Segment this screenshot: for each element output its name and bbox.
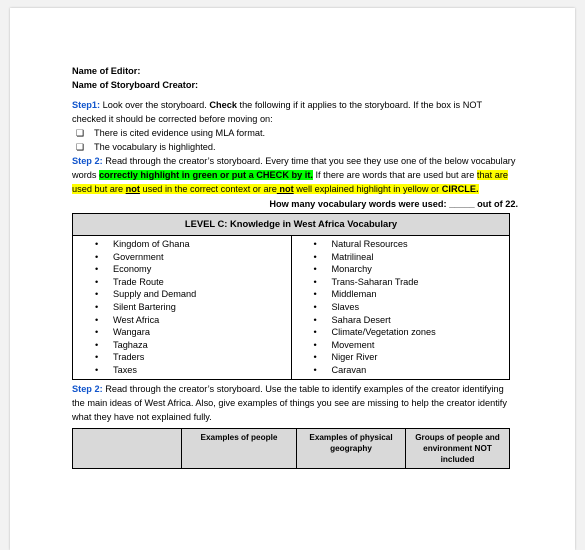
list-item xyxy=(292,339,510,352)
not-word: not xyxy=(125,184,140,194)
bullet-icon: • xyxy=(313,276,317,287)
vocab-term: Kingdom of Ghana xyxy=(113,239,190,249)
bullet-icon: • xyxy=(95,289,99,300)
vocab-term: Taghaza xyxy=(113,339,148,350)
vocab-term: Monarchy xyxy=(331,264,372,275)
step2-label: Step 2: xyxy=(72,156,103,166)
vocab-term: Middleman xyxy=(331,289,377,300)
list-item xyxy=(73,351,291,364)
vocab-count-line: How many vocabulary words were used: _____ out of 22. xyxy=(269,199,518,209)
vocab-term: Matrilineal xyxy=(331,251,374,262)
vocab-column-left xyxy=(73,236,292,380)
bullet-icon: • xyxy=(313,339,317,350)
step2b-paragraph xyxy=(72,382,518,424)
vocab-term: Traders xyxy=(113,352,145,363)
list-item xyxy=(73,263,291,276)
list-item xyxy=(292,351,510,364)
step1-text-a: Look over the storyboard. xyxy=(100,100,210,110)
ident-header-people: Examples of people xyxy=(182,428,297,468)
bullet-icon: • xyxy=(313,251,317,262)
bullet-icon: • xyxy=(313,327,317,338)
vocab-list-right xyxy=(292,238,510,377)
ident-header-geography: Examples of physical geography xyxy=(297,428,406,468)
checklist-item-text: There is cited evidence using MLA format. xyxy=(94,128,266,138)
step2-text-d: well explained highlight in yellow or xyxy=(293,184,442,194)
vocab-column-right xyxy=(291,236,510,380)
not-word: not xyxy=(276,184,294,194)
bullet-icon: • xyxy=(95,301,99,312)
vocab-term: Taxes xyxy=(113,364,137,375)
vocab-term: West Africa xyxy=(113,314,160,325)
vocab-term: Trans-Saharan Trade xyxy=(331,276,419,287)
vocab-term: Silent Bartering xyxy=(113,301,176,312)
step1-paragraph xyxy=(72,98,518,126)
editor-name-label: Name of Editor: xyxy=(72,66,141,76)
bullet-icon: • xyxy=(313,239,317,249)
list-item xyxy=(292,364,510,377)
vocab-term: Slaves xyxy=(331,301,360,312)
vocab-term: Movement xyxy=(331,339,375,350)
vocab-term: Caravan xyxy=(331,364,367,375)
bullet-icon: • xyxy=(95,327,99,338)
green-highlight-instruction: correctly highlight in green or put a CHECK by it. xyxy=(99,170,313,180)
checklist-item-text: The vocabulary is highlighted. xyxy=(94,142,216,152)
list-item xyxy=(73,339,291,352)
checkbox-icon[interactable]: ❏ xyxy=(76,142,85,152)
vocab-term: Natural Resources xyxy=(331,239,408,249)
bullet-icon: • xyxy=(95,339,99,350)
vocab-term: Niger River xyxy=(331,352,378,363)
checkbox-icon[interactable]: ❏ xyxy=(76,128,85,138)
vocab-list-left xyxy=(73,238,291,377)
step1-text-b: the following if it applies to the storyboard. If the box is NOT checked it should be corrected before moving on: xyxy=(72,100,482,124)
bullet-icon: • xyxy=(313,314,317,325)
step2-paragraph xyxy=(72,154,518,196)
step2b-text: Read through the creator’s storyboard. Use the table to identify examples of the creator identifying the main ideas of West Africa. Also, give examples of things you see are missing to help the creator identify what they have not explained fully. xyxy=(72,383,507,422)
list-item xyxy=(73,251,291,264)
bullet-icon: • xyxy=(95,276,99,287)
list-item xyxy=(73,326,291,339)
vocab-term: Economy xyxy=(113,264,152,275)
list-item xyxy=(73,301,291,314)
list-item xyxy=(73,238,291,251)
checklist-item xyxy=(72,140,518,154)
document-page xyxy=(10,8,575,550)
vocabulary-table xyxy=(72,213,510,380)
list-item xyxy=(292,314,510,327)
vocab-term: Sahara Desert xyxy=(331,314,391,325)
bullet-icon: • xyxy=(313,352,317,363)
bullet-icon: • xyxy=(95,239,99,249)
bullet-icon: • xyxy=(95,314,99,325)
step2b-label: Step 2: xyxy=(72,383,103,394)
step2-text-b: If there are words that are used but are xyxy=(312,170,477,180)
list-item xyxy=(292,326,510,339)
list-item xyxy=(292,263,510,276)
step2-text-c: used in the correct context or are xyxy=(139,184,277,194)
ident-header-blank xyxy=(73,428,182,468)
vocab-term: Climate/Vegetation zones xyxy=(331,327,436,338)
list-item xyxy=(73,276,291,289)
list-item xyxy=(73,364,291,377)
list-item xyxy=(292,288,510,301)
creator-name-label: Name of Storyboard Creator: xyxy=(72,80,199,90)
vocab-term: Wangara xyxy=(113,327,150,338)
ident-header-not-included: Groups of people and environment NOT included xyxy=(406,428,510,468)
bullet-icon: • xyxy=(313,289,317,300)
list-item xyxy=(292,301,510,314)
list-item xyxy=(292,238,510,251)
step2-text-c-a: that are used but are xyxy=(72,170,509,194)
vocab-term: Supply and Demand xyxy=(113,289,197,300)
bullet-icon: • xyxy=(313,364,317,375)
step1-label: Step1: xyxy=(72,100,101,110)
bullet-icon: • xyxy=(95,264,99,275)
circle-word: CIRCLE. xyxy=(441,184,479,194)
vocab-term: Trade Route xyxy=(113,276,164,287)
identification-table xyxy=(72,428,510,469)
bullet-icon: • xyxy=(95,352,99,363)
list-item xyxy=(73,288,291,301)
document-content xyxy=(72,64,518,469)
step2-text-a: Read through the creator’s storyboard. Every time that you see they use one of the below vocabulary words xyxy=(72,156,516,180)
list-item xyxy=(292,276,510,289)
list-item xyxy=(292,251,510,264)
bullet-icon: • xyxy=(95,364,99,375)
bullet-icon: • xyxy=(95,251,99,262)
vocab-term: Government xyxy=(113,251,164,262)
bullet-icon: • xyxy=(313,301,317,312)
bullet-icon: • xyxy=(313,264,317,275)
vocabulary-table-title: LEVEL C: Knowledge in West Africa Vocabulary xyxy=(73,214,510,236)
checklist-item xyxy=(72,126,518,140)
step1-check-word: Check xyxy=(209,100,237,110)
list-item xyxy=(73,314,291,327)
